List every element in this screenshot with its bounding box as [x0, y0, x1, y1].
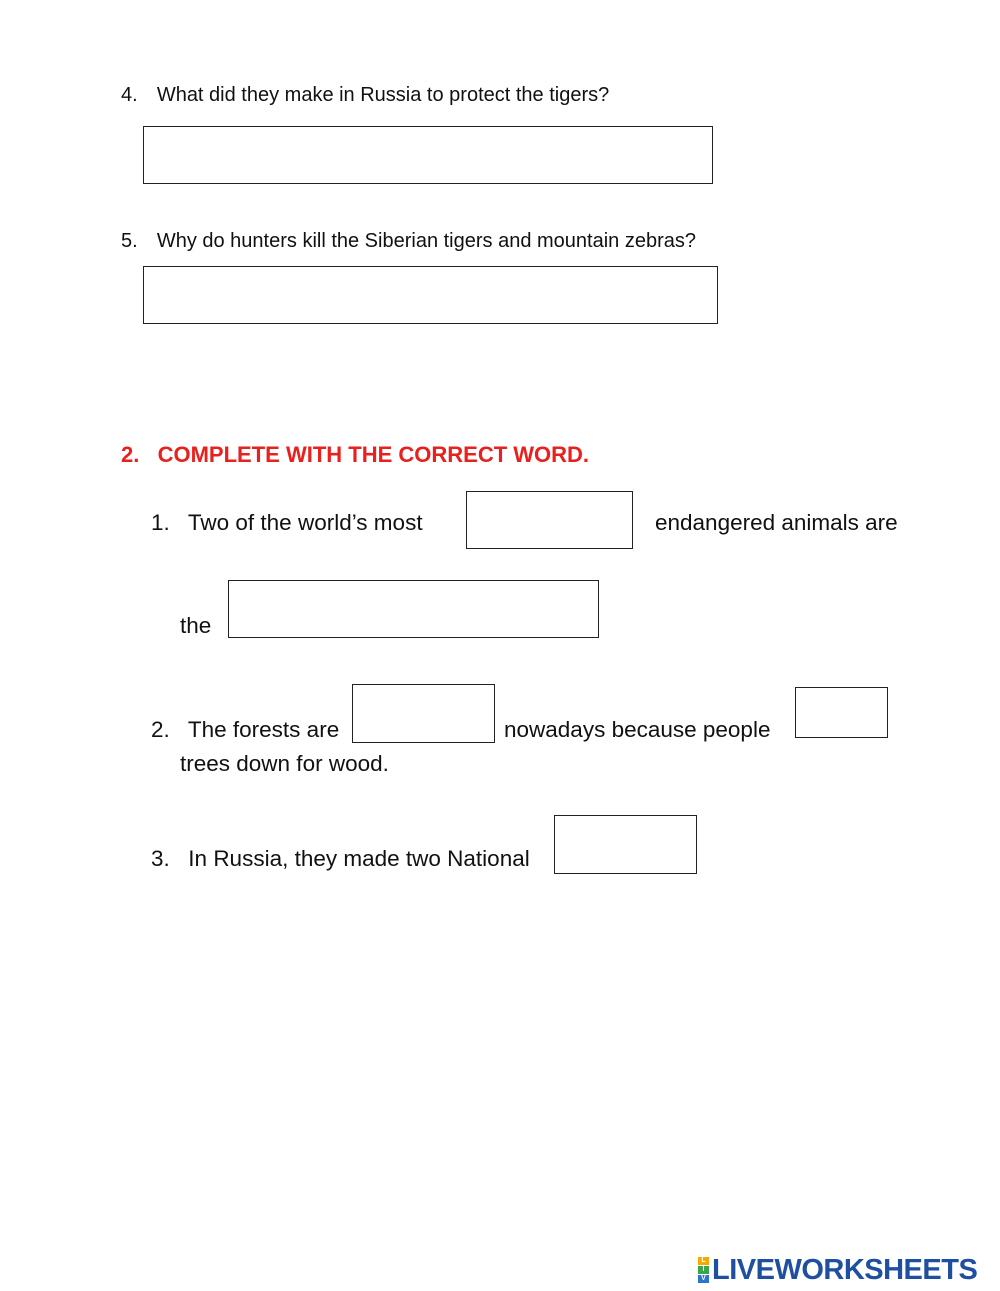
section-number: 2. — [121, 442, 140, 467]
blank-input-item-2-a[interactable] — [353, 685, 494, 742]
blank-item-3-a[interactable] — [554, 815, 697, 874]
blank-input-item-1-b[interactable] — [229, 581, 598, 637]
answer-box-question-5[interactable] — [143, 266, 718, 324]
logo-mark-letter: I — [698, 1266, 709, 1274]
item-number: 3. — [151, 846, 170, 871]
answer-box-question-4[interactable] — [143, 126, 713, 184]
answer-input-question-4[interactable] — [144, 127, 712, 183]
blank-input-item-1-a[interactable] — [467, 492, 632, 548]
blank-item-2-b[interactable] — [795, 687, 888, 738]
item-text: In Russia, they made two National — [188, 846, 530, 871]
logo-mark-letter: V — [698, 1275, 709, 1283]
question-number: 4. — [121, 84, 138, 106]
question-5 — [121, 230, 696, 253]
item-3-line-1 — [151, 846, 530, 872]
section-title: COMPLETE WITH THE CORRECT WORD. — [157, 442, 590, 467]
item-2-text-c: trees down for wood. — [180, 751, 389, 776]
blank-item-1-a[interactable] — [466, 491, 633, 549]
question-number: 5. — [121, 230, 138, 252]
question-4 — [121, 84, 609, 107]
item-text: The forests are — [187, 717, 340, 742]
blank-input-item-2-b[interactable] — [796, 688, 887, 737]
logo-text: LIVEWORKSHEETS — [712, 1253, 978, 1286]
item-number: 2. — [151, 717, 170, 742]
answer-input-question-5[interactable] — [144, 267, 717, 323]
item-1-text-b: endangered animals are — [655, 510, 898, 535]
question-text: Why do hunters kill the Siberian tigers and mountain zebras? — [156, 230, 696, 252]
question-text: What did they make in Russia to protect the tigers? — [156, 84, 610, 106]
liveworksheets-logo — [698, 1254, 977, 1286]
item-1-text-c: the — [180, 613, 212, 638]
section-2-heading — [121, 442, 589, 468]
logo-mark-icon — [698, 1257, 709, 1283]
blank-item-2-a[interactable] — [352, 684, 495, 743]
logo-mark-letter: L — [698, 1257, 709, 1265]
item-1-line-1 — [151, 510, 423, 536]
blank-item-1-b[interactable] — [228, 580, 599, 638]
item-number: 1. — [151, 510, 170, 535]
item-text: Two of the world’s most — [187, 510, 423, 535]
item-2-line-1 — [151, 717, 339, 743]
item-2-text-b: nowadays because people — [504, 717, 771, 742]
blank-input-item-3-a[interactable] — [555, 816, 696, 873]
